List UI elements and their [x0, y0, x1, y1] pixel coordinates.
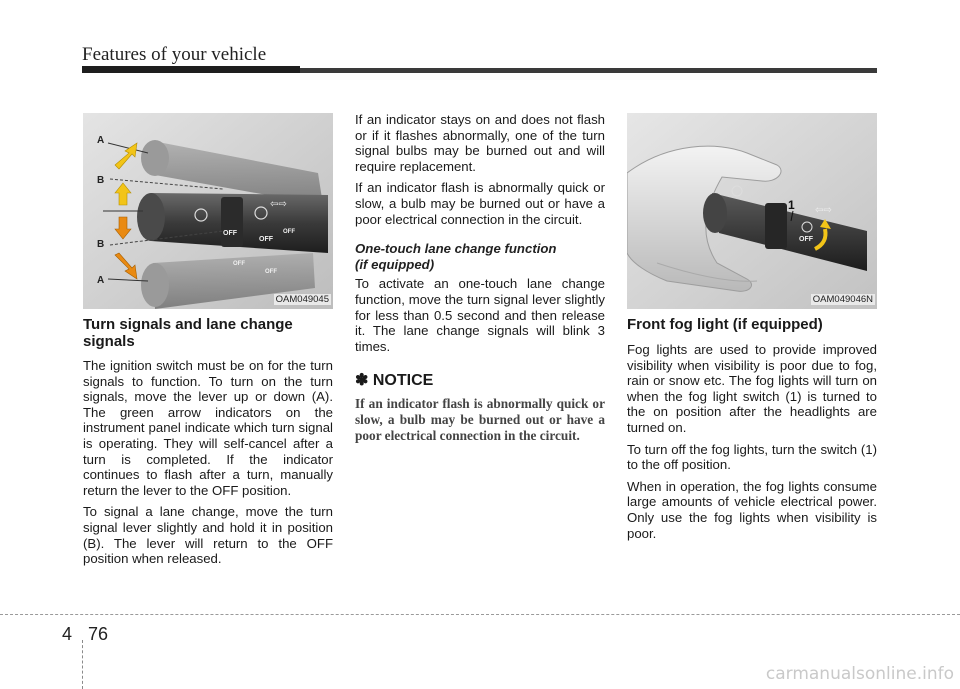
- header-rule-accent: [82, 66, 300, 73]
- subheading-suffix: (if equipped): [355, 256, 435, 272]
- notice-body: If an indicator flash is abnormally quick or slow, a bulb may be burned out or have a poor electrical connection in the circuit.: [355, 396, 605, 443]
- label-b-top: B: [97, 175, 105, 186]
- subheading: One-touch lane change function: [355, 241, 557, 257]
- paragraph: The ignition switch must be on for the turn signals to function. To turn on the turn signals, move the lever up or down (A). The green arrow indicators on the instrument panel indicate which turn signal is operating. They will self-cancel after a turn is completed. If the indicator continues to flash after a turn, manually return the lever to the OFF position.: [83, 358, 333, 498]
- lever-off-text: OFF: [223, 230, 237, 237]
- figure-fog-light-switch: [627, 113, 877, 309]
- footer-divider: [82, 640, 84, 689]
- lever-off-text: OFF: [233, 261, 245, 267]
- paragraph: To signal a lane change, move the turn signal lever slightly and hold it in position (B). The lever will return to the OFF position when released.: [83, 504, 333, 567]
- section-heading: Front fog light (if equipped): [627, 316, 823, 333]
- paragraph: When in operation, the fog lights consume large amounts of vehicle electrical power. Only use the fog lights when visibility is poor.: [627, 478, 877, 541]
- column-fog-light: [627, 316, 877, 547]
- svg-text:⇦⇨: ⇦⇨: [270, 199, 287, 210]
- paragraph: Fog lights are used to provide improved visibility when visibility is poor due to fog, rain or snow etc. The fog lights will turn on when the fog light switch (1) is turned to the on position after the headlights are turned on.: [627, 342, 877, 435]
- chapter-number: 4: [62, 624, 73, 644]
- notice-title: ✽ NOTICE: [355, 372, 434, 390]
- lever-off-text: OFF: [265, 269, 277, 275]
- figure-turn-signal-lever: [83, 113, 333, 309]
- turn-signal-lever-illustration: [83, 113, 333, 309]
- column-turn-signals: [83, 316, 333, 573]
- svg-text:⇦⇨: ⇦⇨: [815, 205, 832, 216]
- label-a-top: A: [97, 135, 105, 146]
- page-number: 76: [88, 624, 109, 644]
- figure-code: OAM049046N: [812, 294, 873, 305]
- label-a-bottom: A: [97, 275, 105, 286]
- lever-off-text: OFF: [283, 229, 295, 235]
- paragraph: To activate an one-touch lane change function, move the turn signal lever slightly for less than 0.5 second and then release it. The lane change signals will blink 3 times.: [355, 276, 605, 354]
- lever-off-text: OFF: [259, 236, 273, 243]
- paragraph: If an indicator flash is abnormally quick or slow, a bulb may be burned out or have a poor electrical connection in the circuit.: [355, 180, 605, 227]
- fog-light-switch-illustration: [627, 113, 877, 309]
- paragraph: To turn off the fog lights, turn the switch (1) to the off position.: [627, 441, 877, 473]
- figure-code: OAM049045: [275, 294, 329, 305]
- header-title: Features of your vehicle: [82, 44, 267, 65]
- label-b-bottom: B: [97, 239, 105, 250]
- watermark: carmanualsonline.info: [765, 664, 954, 684]
- label-1: 1: [788, 198, 795, 212]
- section-heading: Turn signals and lane change signals: [83, 316, 293, 350]
- paragraph: If an indicator stays on and does not flash or if it flashes abnormally, one of the turn signal bulbs may be burned out and will require replacement.: [355, 112, 605, 174]
- lever-off-text: OFF: [799, 236, 813, 243]
- footer-rule: [0, 614, 960, 615]
- column-indicator-notes: [355, 112, 605, 443]
